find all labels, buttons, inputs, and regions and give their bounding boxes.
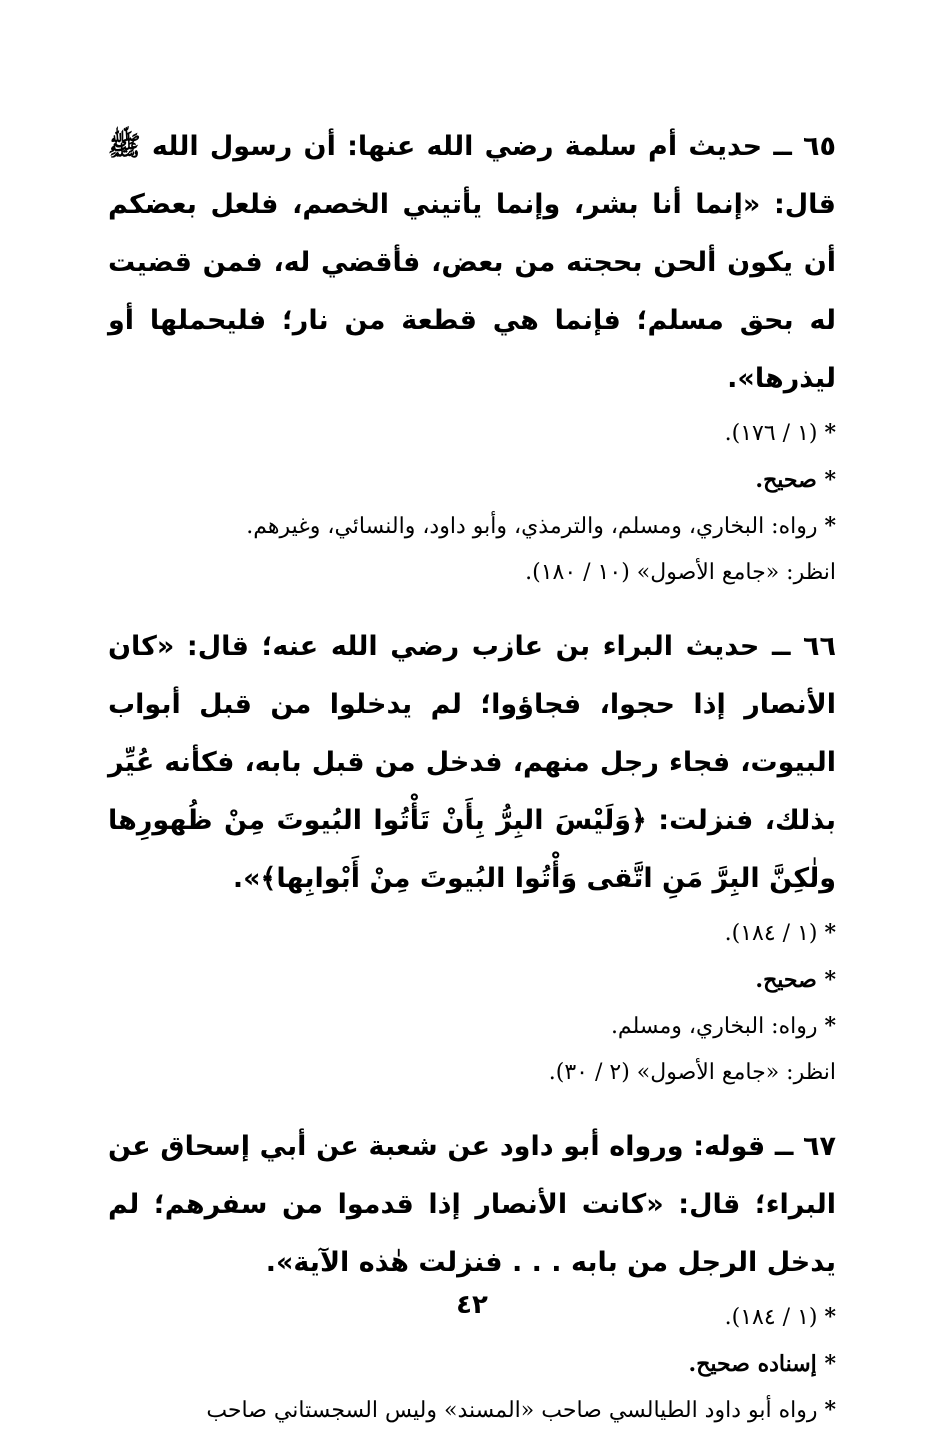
bullet-star: *	[824, 1304, 836, 1330]
note-narrators: * رواه: البخاري، ومسلم.	[610, 1013, 836, 1039]
note-reference: * (١ / ١٨٤).	[724, 920, 836, 946]
note-grade: * صحيح.	[755, 967, 836, 993]
bullet-star: *	[824, 1013, 836, 1039]
bullet-star: *	[824, 467, 836, 493]
bullet-star: *	[824, 1397, 836, 1423]
note-narrators: * رواه أبو داود الطيالسي صاحب «المسند» وليس السجستاني صاحب	[206, 1397, 836, 1423]
bullet-star: *	[824, 1351, 836, 1377]
note-reference: * (١ / ١٧٦).	[724, 420, 836, 446]
bullet-star: *	[824, 920, 836, 946]
see-reference: انظر: «جامع الأصول» (٢ / ٣٠).	[548, 1060, 836, 1085]
note-grade: * صحيح.	[755, 467, 836, 493]
note-narrators: * رواه: البخاري، ومسلم، والترمذي، وأبو داود، والنسائي، وغيرهم.	[246, 513, 836, 539]
page-number: ٤٢	[456, 1290, 488, 1320]
hadith-text: ٦٧ ــ قوله: ورواه أبو داود عن شعبة عن أبي إسحاق عن البراء؛ قال: «كانت الأنصار إذا قدموا من سفرهم؛ لم يدخل الرجل من بابه . . . فنزلت هٰذه الآية».	[108, 1131, 836, 1278]
hadith-entry-65	[108, 118, 836, 596]
bullet-star: *	[824, 967, 836, 993]
hadith-entry-66	[108, 618, 836, 1096]
notes-list	[108, 410, 836, 550]
notes-list	[108, 910, 836, 1050]
bullet-star: *	[824, 513, 836, 539]
hadith-text: ٦٥ ــ حديث أم سلمة رضي الله عنها: أن رسول الله ﷺ قال: «إنما أنا بشر، وإنما يأتيني الخصم، فلعل بعضكم أن يكون ألحن بحجته من بعض، فأقضي له، فمن قضيت له بحق مسلم؛ فإنما هي قطعة من نار؛ فليحملها أو ليذرها».	[108, 131, 836, 394]
hadith-entry-67	[108, 1118, 836, 1434]
see-reference: انظر: «جامع الأصول» (١٠ / ١٨٠).	[525, 560, 836, 585]
hadith-text: ٦٦ ــ حديث البراء بن عازب رضي الله عنه؛ قال: «كان الأنصار إذا حجوا، فجاؤوا؛ لم يدخلوا من قبل أبواب البيوت، فجاء رجل منهم، فدخل من قبل بابه، فكأنه عُيِّر بذلك، فنزلت: ﴿وَلَيْسَ البِرُّ بِأَنْ تَأْتُوا البُيوتَ مِنْ ظُهورِها ولٰكِنَّ البِرَّ مَنِ اتَّقى وَأْتُوا البُيوتَ مِنْ أَبْوابِها﴾».	[108, 631, 836, 894]
note-reference: * (١ / ١٨٤).	[724, 1304, 836, 1330]
page-content	[108, 118, 836, 1434]
note-grade: * إسناده صحيح.	[688, 1351, 836, 1377]
bullet-star: *	[824, 420, 836, 446]
